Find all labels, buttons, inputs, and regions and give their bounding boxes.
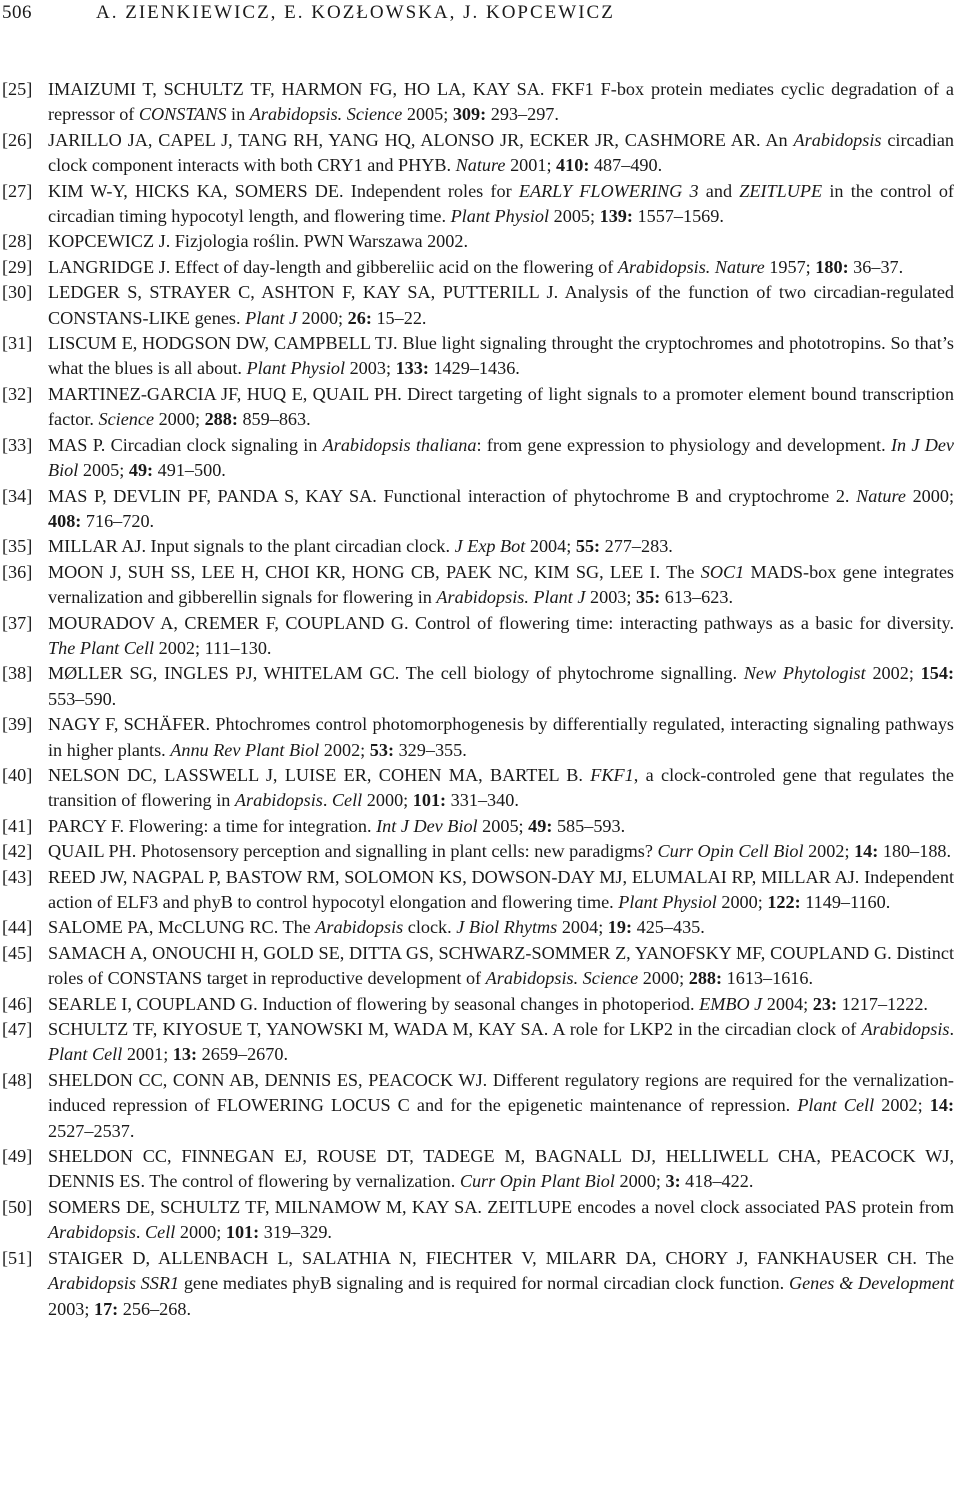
reference-text: 613–623. [660,587,733,608]
italic-text: Plant Physiol [618,892,717,912]
reference-text: MØLLER SG, INGLES PJ, WHITELAM GC. The cell biology of phytochrome signalling. [48,663,744,684]
volume-number: 14: [929,1095,954,1116]
reference-number: [37] [2,612,33,633]
reference-text: 2000; [905,485,954,506]
italic-text: Arabidopsis [861,1019,950,1040]
italic-text: Int J Dev Biol [376,815,478,836]
reference-text: 2003; [585,587,636,608]
reference-text: SAMACH A, ONOUCHI H, GOLD SE, DITTA GS, SCHWARZ-SOMMER Z, YANOFSKY MF, COUPLAND G. Distinct roles of CONSTANS target in reproductive development of [48,942,954,989]
italic-text: Cell [145,1222,176,1243]
reference-text: 277–283. [600,536,673,557]
reference-text: SOMERS DE, SCHULTZ TF, MILNAMOW M, KAY SA. ZEITLUPE encodes a novel clock associated PAS protein from [48,1196,954,1217]
volume-number: 49: [528,815,553,836]
reference-text: MAS P. Circadian clock signaling in [48,434,323,455]
italic-text: EARLY FLOWERING 3 [518,180,699,201]
volume-number: 408: [48,510,82,531]
reference-entry [2,941,954,992]
reference-text: 2002; [865,663,921,684]
reference-text: SHELDON CC, FINNEGAN EJ, ROUSE DT, TADEGE M, BAGNALL DJ, HELLIWELL CHA, PEACOCK WJ, DENNIS ES. The control of flowering by vernalization. [48,1146,954,1192]
reference-text: gene mediates phyB signaling and is required for normal circadian clock function. [179,1273,789,1294]
volume-number: 19: [607,917,633,938]
italic-text: Cell [331,790,363,811]
volume-number: 3: [665,1171,681,1192]
volume-number: 154: [920,663,954,684]
italic-text: Arabidopsis SSR1 [48,1273,180,1294]
reference-text: 2002; 111–130. [154,637,272,658]
italic-text: Genes & Development [788,1273,955,1294]
volume-number: 14: [854,841,879,862]
reference-text: 2527–2537. [48,1120,135,1141]
reference-entry [2,1195,954,1246]
italic-text: Science [346,104,403,125]
italic-text: Science [582,968,639,989]
reference-entry [2,1068,954,1144]
reference-text: 15–22. [371,307,427,328]
reference-number: [39] [2,714,33,735]
reference-text: 425–435. [632,917,705,938]
reference-number: [35] [2,536,33,557]
reference-text: 1429–1436. [428,358,520,379]
reference-text: 1149–1160. [800,892,891,912]
italic-text: Arabidopsis. [485,968,579,989]
reference-text: SHELDON CC, CONN AB, DENNIS ES, PEACOCK WJ. Different regulatory regions are required for the vernalization-induced repression of FLOWERING LOCUS C and for the epigenetic maintenance of repression. [48,1069,954,1116]
italic-text: J Exp Bot [454,536,526,557]
italic-text: Arabidopsis [48,1222,136,1243]
volume-number: 410: [556,155,590,176]
reference-number: [30] [2,282,33,303]
reference-text: in [226,104,250,125]
reference-text: LEDGER S, STRAYER C, ASHTON F, KAY SA, PUTTERILL J. Analysis of the function of two circadian-regulated CONSTANS-LIKE genes. [48,282,954,328]
italic-text: Plant J [533,587,586,608]
volume-number: 133: [395,358,429,379]
reference-text: KOPCEWICZ J. Fizjologia roślin. PWN Warszawa 2002. [48,231,468,252]
reference-list [2,77,954,1322]
reference-text: 2000; [716,892,768,912]
reference-entry [2,255,954,280]
reference-number: [42] [2,841,33,862]
reference-text: PARCY F. Flowering: a time for integration. [48,815,377,836]
volume-number: 55: [575,536,601,557]
volume-number: 13: [172,1044,198,1065]
reference-text: NELSON DC, LASSWELL J, LUISE ER, COHEN MA, BARTEL B. [48,764,591,785]
italic-text: CONSTANS [138,104,227,125]
italic-text: EMBO J [699,993,763,1014]
reference-text: 2000; [297,307,348,328]
reference-text: 2000; [175,1222,226,1243]
italic-text: In J Dev Biol [48,434,954,481]
reference-entry [2,661,954,712]
reference-text: 180–188. [878,841,952,862]
reference-entry [2,331,954,382]
reference-text: 1557–1569. [632,206,724,227]
reference-text: . [322,790,332,811]
italic-text: Curr Opin Cell Biol [657,841,804,862]
reference-number: [36] [2,561,33,582]
reference-number: [51] [2,1247,33,1268]
volume-number: 122: [767,892,801,912]
reference-text: 2001; [505,155,557,176]
volume-number: 101: [412,790,447,811]
reference-text: 256–268. [118,1298,191,1319]
reference-number: [44] [2,917,33,938]
reference-text: 2000; [362,790,413,811]
reference-number: [50] [2,1196,33,1217]
reference-text: REED JW, NAGPAL P, BASTOW RM, SOLOMON KS, DOWSON-DAY MJ, ELUMALAI RP, MILLAR AJ. Independent action of ELF3 and phyB to control hypocotyl elongation and flowering time. [48,866,954,912]
reference-entry [2,915,954,940]
reference-text: SALOME PA, McCLUNG RC. The [48,917,316,938]
reference-entry [2,712,954,763]
reference-text: 2004; [557,917,608,938]
reference-entry [2,1144,954,1195]
reference-text: : from gene expression to physiology and development. [476,434,891,455]
reference-text: MILLAR AJ. Input signals to the plant circadian clock. [48,536,455,557]
italic-text: Arabidopsis [234,790,323,811]
italic-text: Science [98,409,155,430]
reference-entry [2,814,954,839]
reference-text: 2005; [549,206,600,227]
reference-number: [33] [2,434,33,455]
reference-number: [41] [2,815,33,836]
reference-text: 331–340. [446,790,519,811]
reference-entry [2,77,954,128]
italic-text: Curr Opin Plant Biol [459,1171,615,1192]
reference-text: MAS P, DEVLIN PF, PANDA S, KAY SA. Functional interaction of phytochrome B and cryptochrome 2. [48,485,857,506]
reference-number: [26] [2,129,33,150]
volume-number: 35: [635,587,661,608]
reference-text: 1217–1222. [837,993,928,1014]
reference-text: 716–720. [81,510,155,531]
italic-text: The Plant Cell [48,637,155,658]
reference-text: 418–422. [680,1171,754,1192]
reference-text: 2004; [762,993,813,1014]
reference-text: 2000; [154,409,205,430]
volume-number: 49: [128,460,154,481]
reference-entry [2,1246,954,1322]
italic-text: Nature [455,155,506,176]
italic-text: Arabidopsis thaliana [322,434,477,455]
reference-text: 2005; [78,460,129,481]
reference-text: 2002; [874,1095,930,1116]
reference-number: [48] [2,1069,33,1090]
reference-text: SEARLE I, COUPLAND G. Induction of flowering by seasonal changes in photoperiod. [48,993,700,1014]
reference-entry [2,865,954,916]
volume-number: 53: [369,739,395,760]
reference-text: 491–500. [153,460,226,481]
reference-text: , a clock-controled gene that regulates the transition of flowering in [48,764,954,811]
volume-number: 26: [347,307,372,328]
reference-entry [2,992,954,1017]
reference-number: [34] [2,485,33,506]
reference-text: 487–490. [589,155,663,176]
reference-number: [47] [2,1019,33,1040]
reference-text: 36–37. [848,256,904,277]
reference-number: [46] [2,993,33,1014]
volume-number: 288: [204,409,238,430]
reference-text: 2005; [402,104,453,125]
italic-text: ZEITLUPE [739,180,823,201]
reference-text: 1613–1616. [722,968,814,989]
reference-text: NAGY F, SCHÄFER. Phtochromes control photomorphogenesis by differentially regulated, interacting signaling pathways in higher plants. [48,714,954,760]
volume-number: 288: [688,968,723,989]
reference-text: IMAIZUMI T, SCHULTZ TF, HARMON FG, HO LA, KAY SA. FKF1 F-box protein mediates cyclic degradation of a repressor of [48,79,954,125]
reference-text: 2000; [614,1171,666,1192]
reference-number: [40] [2,764,33,785]
italic-text: Arabidopsis [315,917,404,938]
italic-text: Plant Cell [797,1095,875,1116]
reference-text: . [135,1222,146,1243]
reference-entry [2,839,954,864]
italic-text: Plant Physiol [450,206,550,227]
reference-number: [27] [2,180,33,201]
reference-text: MOON J, SUH SS, LEE H, CHOI KR, HONG CB, PAEK NC, KIM SG, LEE I. The [48,561,701,582]
reference-entry [2,433,954,484]
reference-entry [2,560,954,611]
reference-number: [32] [2,383,33,404]
reference-text: SCHULTZ TF, KIYOSUE T, YANOWSKI M, WADA M, KAY SA. A role for LKP2 in the circadian clock of [48,1019,862,1040]
reference-number: [29] [2,256,33,277]
volume-number: 180: [815,256,849,277]
reference-number: [45] [2,942,33,963]
reference-text: MOURADOV A, CREMER F, COUPLAND G. Control of flowering time: interacting pathways as a basic for diversity. [48,612,954,633]
reference-text: 859–863. [237,409,311,430]
reference-text: LISCUM E, HODGSON DW, CAMPBELL TJ. Blue light signaling throught the cryptochromes and phototropins. So that’s what the blues is all about. [48,333,954,379]
reference-entry [2,534,954,559]
reference-text: QUAIL PH. Photosensory perception and signalling in plant cells: new paradigms? [48,841,658,862]
reference-text: 553–590. [48,688,117,709]
italic-text: Arabidopsis. [617,256,711,277]
italic-text: Nature [714,256,765,277]
reference-text: MARTINEZ-GARCIA JF, HUQ E, QUAIL PH. Direct targeting of light signals to a promoter element bound transcription factor. [48,383,954,430]
reference-text: 2004; [525,536,576,557]
reference-text: circadian clock component interacts with both CRY1 and PHYB. [48,129,954,176]
italic-text: Arabidopsis. [436,587,529,608]
reference-entry [2,484,954,535]
reference-text: KIM W-Y, HICKS KA, SOMERS DE. Independent roles for [48,180,519,201]
reference-entry [2,1017,954,1068]
reference-text: 2003; [48,1298,94,1319]
volume-number: 23: [812,993,838,1014]
page-header [0,2,960,26]
reference-text: 2002; [319,739,370,760]
italic-text: Arabidopsis. [249,104,343,125]
reference-text: 2002; [803,841,855,862]
reference-number: [25] [2,79,33,99]
italic-text: Arabidopsis [793,129,882,150]
volume-number: 17: [93,1298,119,1319]
italic-text: Plant Cell [48,1044,123,1065]
reference-text: 2659–2670. [197,1044,288,1065]
reference-text: in the control of circadian timing hypocotyl length, and flowering time. [48,180,954,227]
reference-text: LANGRIDGE J. Effect of day-length and gibbereliic acid on the flowering of [48,256,618,277]
reference-entry [2,382,954,433]
italic-text: SOC1 [700,561,745,582]
volume-number: 139: [599,206,633,227]
reference-text: 293–297. [486,104,559,125]
reference-entry [2,229,954,254]
volume-number: 309: [452,104,487,125]
italic-text: Plant J [245,307,298,328]
reference-text: 329–355. [394,739,467,760]
reference-entry [2,280,954,331]
reference-text: JARILLO JA, CAPEL J, TANG RH, YANG HQ, ALONSO JR, ECKER JR, CASHMORE AR. An [48,129,794,150]
reference-entry [2,611,954,662]
italic-text: Annu Rev Plant Biol [170,739,320,760]
reference-number: [43] [2,866,33,887]
reference-text: . [949,1019,954,1040]
reference-text: 2001; [122,1044,173,1065]
reference-entry [2,763,954,814]
reference-text: STAIGER D, ALLENBACH L, SALATHIA N, FIECHTER V, MILARR DA, CHORY J, FANKHAUSER CH. The [48,1247,954,1268]
reference-entry [2,128,954,179]
reference-number: [31] [2,333,33,354]
italic-text: Nature [856,485,906,506]
reference-text: and [698,180,740,201]
reference-text: 2005; [477,815,529,836]
reference-entry [2,179,954,230]
reference-text: clock. [403,917,457,938]
volume-number: 101: [225,1222,260,1243]
reference-number: [49] [2,1146,33,1167]
reference-text: MADS-box gene integrates vernalization and gibberellin signals for flowering in [48,561,954,608]
reference-text: 2000; [638,968,689,989]
page-number: 506 [2,2,32,23]
italic-text: J Biol Rhytms [456,917,558,938]
reference-text: 585–593. [552,815,626,836]
running-head: A. ZIENKIEWICZ, E. KOZŁOWSKA, J. KOPCEWICZ [96,2,615,23]
italic-text: New Phytologist [743,663,866,684]
reference-number: [28] [2,231,33,252]
italic-text: FKF1 [590,764,634,785]
reference-text: 1957; [764,256,816,277]
italic-text: Plant Physiol [246,358,346,379]
reference-text: 2003; [345,358,396,379]
reference-number: [38] [2,663,33,684]
reference-text: 319–329. [259,1222,332,1243]
